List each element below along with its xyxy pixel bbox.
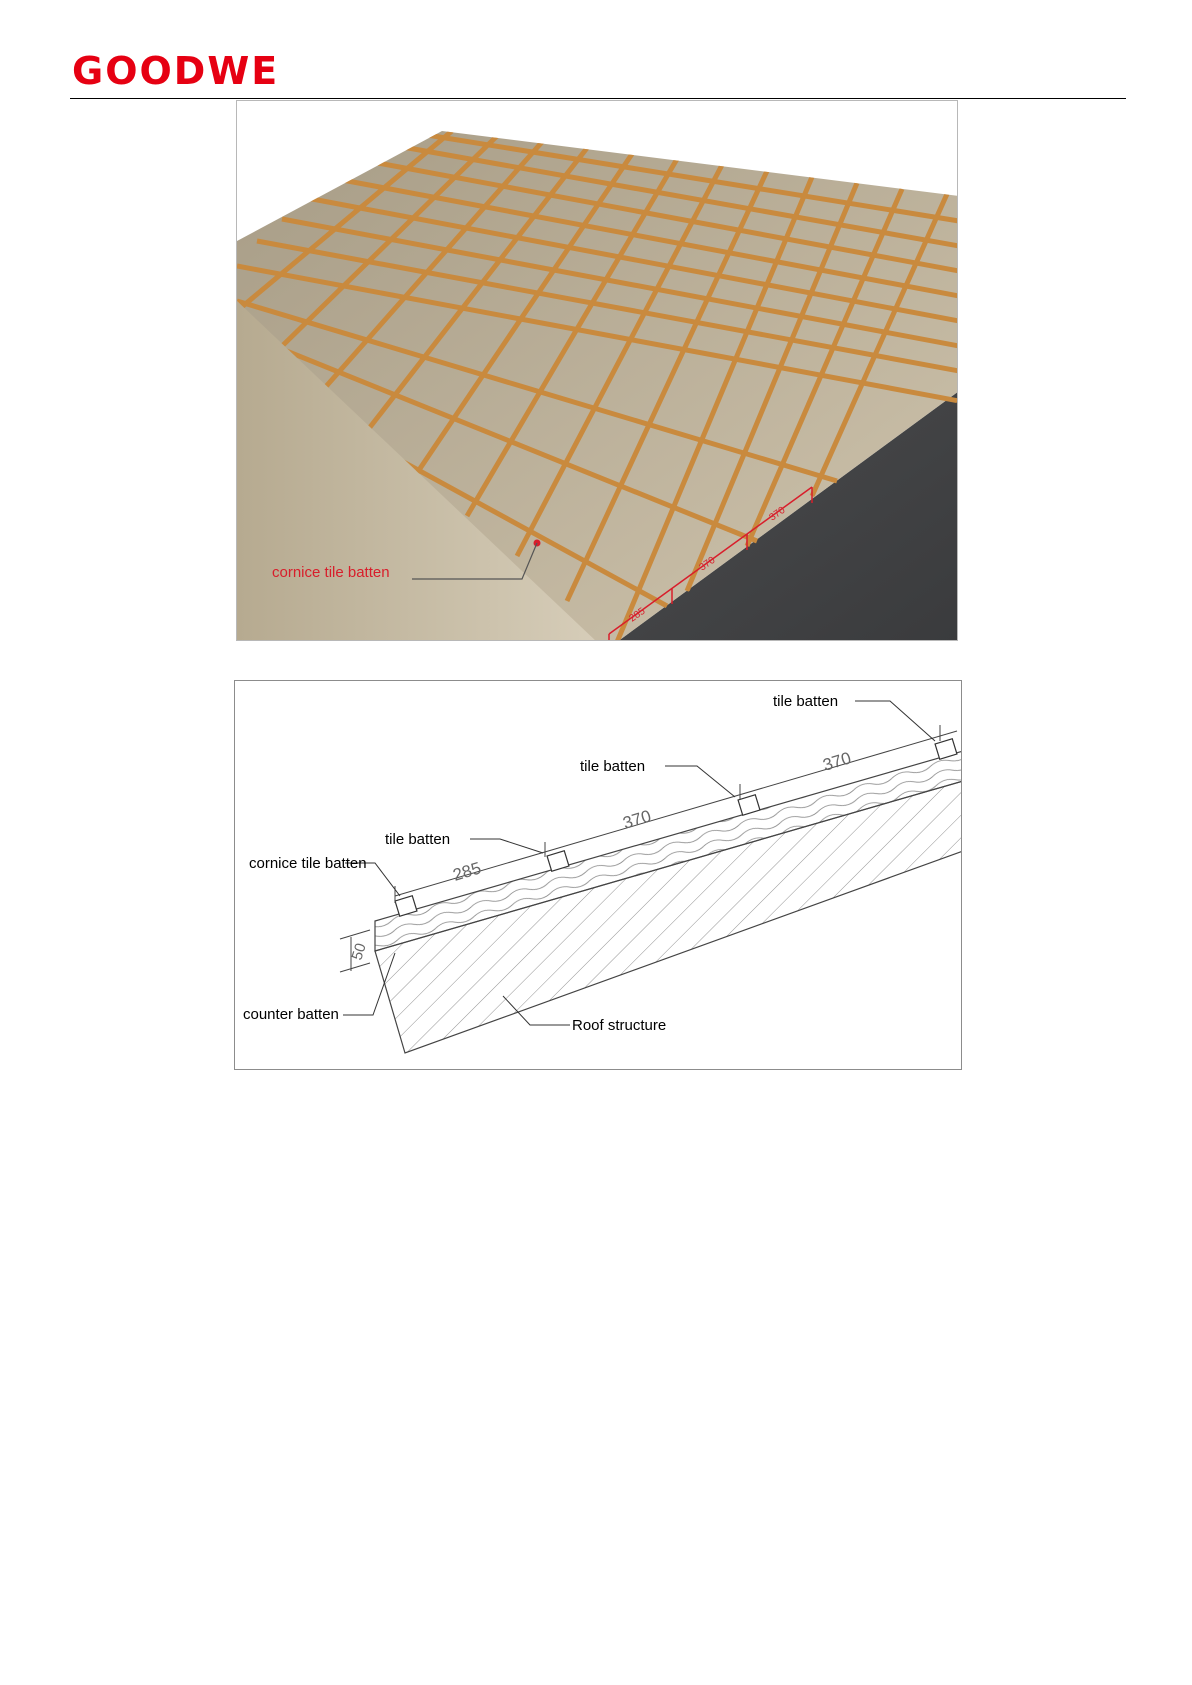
render-dim-1: 285 (627, 605, 648, 625)
dimension-370-b: 370 (820, 748, 854, 775)
dimension-285: 285 (450, 858, 484, 885)
label-counter-batten: counter batten (243, 1006, 339, 1023)
label-tile-batten-low: tile batten (385, 831, 451, 848)
label-roof-structure: Roof structure (572, 1017, 667, 1034)
roof-section-figure (234, 680, 962, 1070)
page-header (0, 0, 1192, 100)
render-dim-2: 370 (697, 554, 718, 574)
dimension-370-a: 370 (620, 806, 654, 833)
dimension-50: 50 (348, 941, 370, 963)
label-tile-batten-mid: tile batten (580, 758, 646, 775)
roof-section-drawing (235, 681, 962, 1070)
label-tile-batten-top: tile batten (773, 693, 839, 710)
header-rule (70, 98, 1126, 99)
label-cornice-tile-batten: cornice tile batten (249, 855, 367, 872)
roof-render-figure (236, 100, 958, 641)
render-dim-3: 370 (767, 504, 788, 524)
cornice-tile-batten-callout: cornice tile batten (272, 564, 390, 581)
roof-render-illustration (237, 101, 958, 641)
goodwe-logo: GOODWE (72, 49, 280, 93)
